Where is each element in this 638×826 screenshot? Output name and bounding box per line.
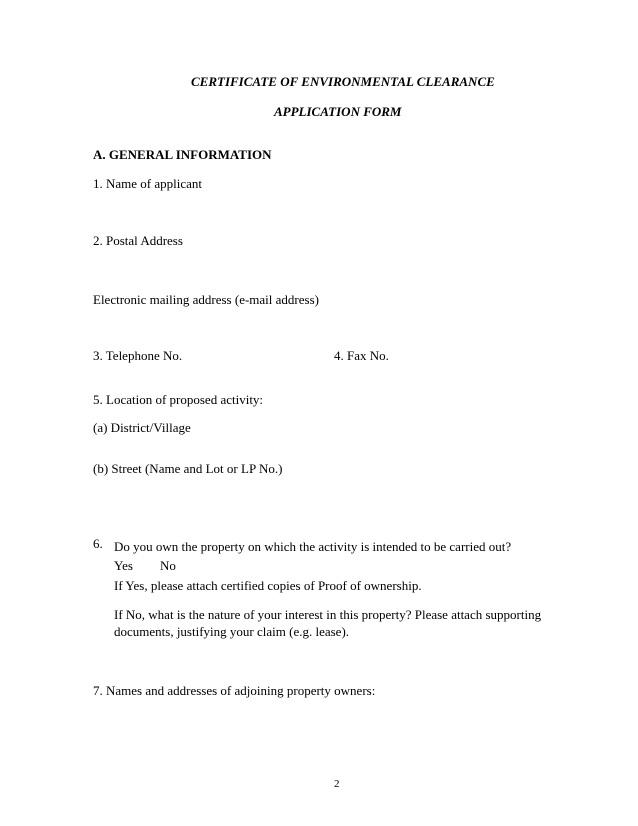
adjoining-owners-label: 7. Names and addresses of adjoining property owners: xyxy=(93,683,376,698)
page-number: 2 xyxy=(334,778,340,790)
ownership-if-no-note-line1: If No, what is the nature of your interest in this property? Please attach supporting xyxy=(114,607,542,622)
ownership-question: Do you own the property on which the activity is intended to be carried out? xyxy=(114,539,512,554)
form-subtitle: APPLICATION FORM xyxy=(274,104,402,119)
location-label: 5. Location of proposed activity: xyxy=(93,392,264,407)
ownership-if-yes-note: If Yes, please attach certified copies of Proof of ownership. xyxy=(114,578,422,593)
section-a-heading: A. GENERAL INFORMATION xyxy=(93,147,272,162)
postal-address-label: 2. Postal Address xyxy=(93,233,183,248)
fax-label: 4. Fax No. xyxy=(334,348,389,363)
applicant-name-label: 1. Name of applicant xyxy=(93,176,203,191)
street-label: (b) Street (Name and Lot or LP No.) xyxy=(93,461,283,476)
ownership-no-option: No xyxy=(160,558,176,573)
telephone-label: 3. Telephone No. xyxy=(93,348,183,363)
form-title: CERTIFICATE OF ENVIRONMENTAL CLEARANCE xyxy=(191,74,495,89)
ownership-if-no-note-line2: documents, justifying your claim (e.g. lease). xyxy=(114,624,350,639)
ownership-question-number: 6. xyxy=(93,536,103,551)
ownership-yes-option: Yes xyxy=(114,558,133,573)
district-village-label: (a) District/Village xyxy=(93,420,191,435)
email-address-label: Electronic mailing address (e-mail address) xyxy=(93,292,319,307)
